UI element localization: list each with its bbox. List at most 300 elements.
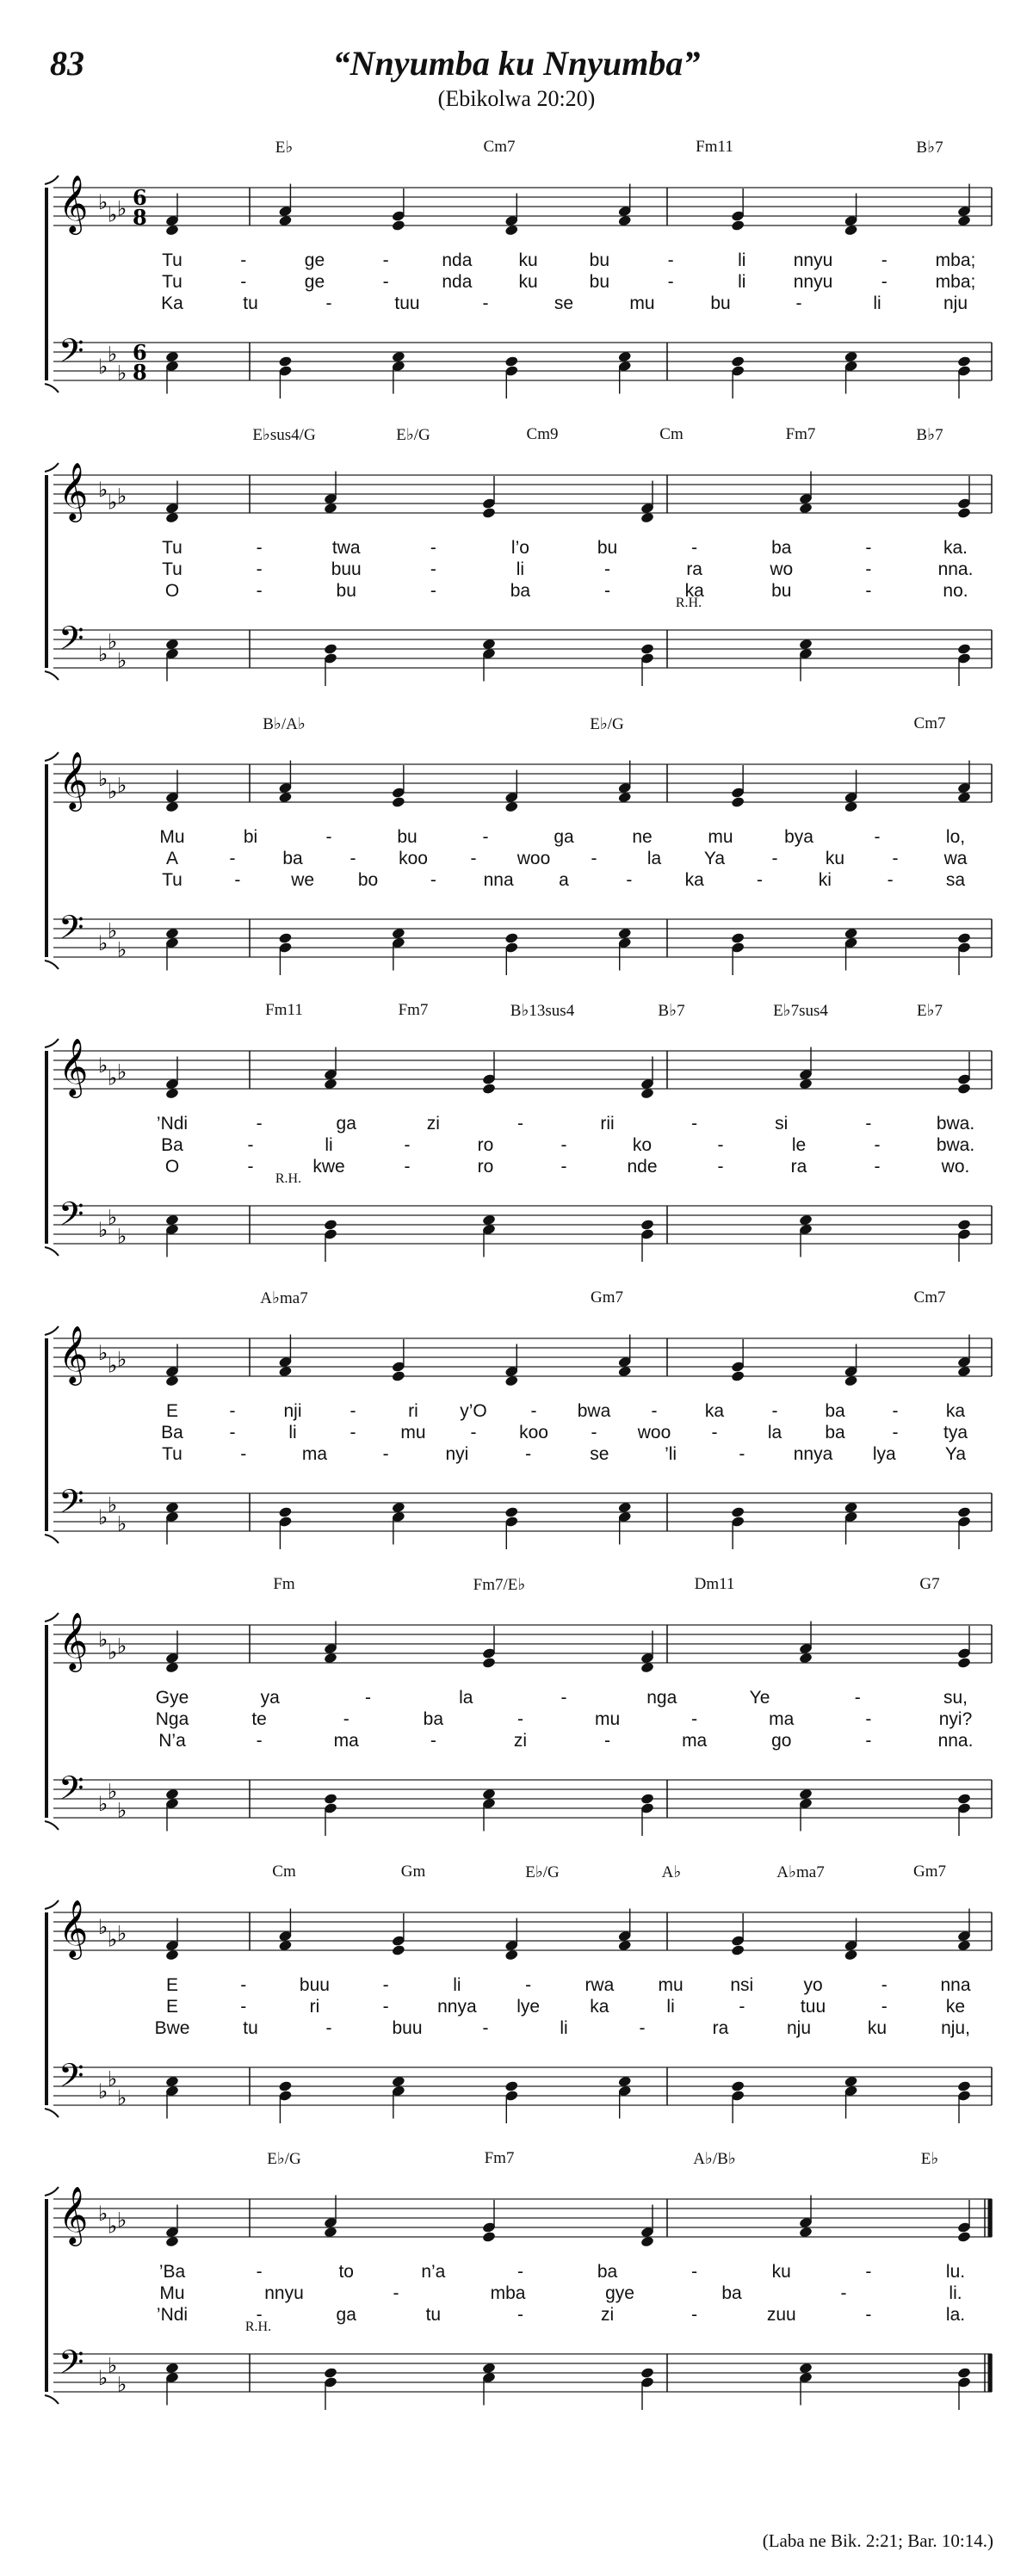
key-flat-icon: ♭ [98,1053,108,1078]
music-system-1 [0,138,1033,448]
lyric-syllable: wo. [941,1157,970,1177]
lyric-syllable: - [626,870,633,890]
lyric-syllable: - [516,2262,523,2282]
time-signature-top: 6 [133,340,147,365]
chord-symbol: B♭7 [916,139,943,157]
treble-note [731,1944,745,1956]
chord-symbol: Cm [272,1863,296,1881]
lyric-syllable: - [874,1135,881,1155]
bass-note [504,2080,519,2092]
bass-note [731,355,745,368]
key-flat-icon: ♭ [98,642,108,666]
chord-symbol: B♭7 [916,426,943,444]
bass-note [324,643,338,655]
lyric-syllable: ba [510,581,531,601]
lyric-syllable: ’Ba [158,2262,186,2282]
lyric-syllable: - [757,870,763,890]
lyric-syllable: la [646,849,662,868]
bracket-bottom [45,2395,59,2404]
treble-note [731,219,745,232]
lyric-syllable: nnyu [264,2283,304,2303]
key-flat-icon: ♭ [108,1640,118,1665]
lyric-syllable: ri [309,1997,320,2017]
treble-note [957,1083,972,1095]
lyric-syllable: li. [949,2283,962,2303]
treble-clef-icon: 𝄞 [59,174,89,232]
lyric-syllable: bu [771,581,792,601]
lyric-syllable: Ba [161,1423,183,1442]
key-flat-icon: ♭ [117,1634,127,1659]
lyric-syllable: - [482,2018,489,2038]
lyric-syllable: we [291,870,315,890]
music-system-6 [0,1575,1033,1885]
lyric-syllable: lu. [945,2262,966,2282]
lyric-syllable: wa [943,849,968,868]
treble-note [392,1944,406,1956]
treble-note [731,1370,745,1382]
key-flat-icon: ♭ [98,2366,108,2390]
bass-note [324,1219,338,1231]
lyric-syllable: - [667,272,674,292]
lyric-syllable: li [738,272,746,292]
treble-clef-icon: 𝄞 [59,2185,89,2244]
lyric-syllable: buu [392,2018,423,2038]
lyric-syllable: - [771,1401,778,1421]
lyric-syllable: zi [426,1114,440,1134]
lyric-syllable: tya [943,1423,968,1442]
lyric-syllable: - [739,1997,745,2017]
lyric-syllable: mu [629,293,655,313]
bracket-bottom [45,961,59,969]
key-flat-icon: ♭ [98,355,108,379]
key-flat-icon: ♭ [108,1066,118,1090]
bass-note [278,2080,293,2092]
footer-reference: (Laba ne Bik. 2:21; Bar. 10:14.) [762,2530,993,2551]
lyric-syllable: - [604,559,611,579]
lyric-syllable: zuu [766,2305,796,2325]
chord-symbol: Gm7 [913,1863,946,1881]
chord-symbol: Fm [273,1575,295,1593]
chord-symbol: B♭7 [658,1002,685,1020]
lyric-syllable: - [430,1731,436,1751]
lyric-syllable: - [865,1114,872,1134]
music-system-8 [0,2149,1033,2459]
chord-symbol: B♭/A♭ [263,715,306,733]
lyric-syllable: - [382,272,389,292]
lyric-syllable: Bwe [154,2018,190,2038]
key-flat-icon: ♭ [108,918,118,943]
bass-clef-icon: 𝄢 [59,2056,84,2103]
bracket-top [45,752,59,761]
lyric-syllable: - [881,250,888,270]
key-flat-icon: ♭ [108,1492,118,1517]
lyric-syllable: - [343,1709,349,1729]
lyric-syllable: - [256,1114,263,1134]
lyric-syllable: - [470,849,477,868]
lyric-syllable: - [530,1401,537,1421]
lyric-syllable: ke [945,1997,966,2017]
lyric-syllable: bya [784,827,813,847]
chord-symbol: Cm9 [526,425,559,443]
lyric-syllable: - [771,849,778,868]
key-flat-icon: ♭ [117,1921,127,1946]
chord-symbol: A♭ma7 [260,1289,308,1307]
treble-note [482,1657,497,1669]
treble-note [392,1370,406,1382]
lyric-syllable: ka [684,870,704,890]
lyric-syllable: E [165,1401,179,1421]
lyric-syllable: - [430,538,436,558]
key-flat-icon: ♭ [108,202,118,227]
lyric-syllable: - [604,581,611,601]
lyric-syllable: bu [710,293,731,313]
lyric-syllable: koo [519,1423,548,1442]
lyric-syllable: - [404,1157,411,1177]
lyric-syllable: O [164,581,180,601]
lyric-syllable: - [865,2305,872,2325]
right-hand-marking: R.H. [675,596,702,610]
key-flat-icon: ♭ [108,490,118,515]
bracket-top [45,2187,59,2196]
lyric-syllable: O [164,1157,180,1177]
bass-note [278,932,293,944]
lyric-syllable: - [325,2018,332,2038]
lyric-syllable: nju [943,293,968,313]
right-hand-marking: R.H. [244,2320,272,2334]
lyric-syllable: - [382,1444,389,1464]
lyric-syllable: li [738,250,746,270]
lyric-syllable: ro [477,1157,494,1177]
lyric-syllable: mu [658,1975,684,1995]
key-flat-icon: ♭ [98,1792,108,1816]
lyric-syllable: - [404,1135,411,1155]
lyric-syllable: Tu [162,1444,182,1464]
staff-graphic [0,138,1033,430]
lyric-syllable: n’a [421,2262,446,2282]
key-flat-icon: ♭ [117,1511,127,1536]
bass-clef-icon: 𝄢 [59,619,84,665]
lyric-syllable: E [165,1997,179,2017]
lyric-syllable: - [256,581,263,601]
lyric-syllable: koo [399,849,428,868]
bracket-bottom [45,2109,59,2117]
lyric-syllable: te [251,1709,267,1729]
lyric-syllable: - [591,849,597,868]
chord-symbol: E♭ [920,2150,939,2168]
hymn-number: 83 [50,44,84,83]
treble-note [731,796,745,808]
lyric-syllable: - [840,2283,847,2303]
lyric-syllable: - [516,1709,523,1729]
lyric-syllable: Tu [162,272,182,292]
lyric-syllable: - [325,827,332,847]
lyric-syllable: ba [825,1423,845,1442]
key-flat-icon: ♭ [108,2353,118,2378]
bass-note [957,2080,972,2092]
treble-note [482,1083,497,1095]
lyric-syllable: wo [770,559,794,579]
lyric-syllable: nna. [937,559,974,579]
lyric-syllable: bo [357,870,379,890]
lyric-syllable: - [691,2262,698,2282]
chord-symbol: Fm7 [398,1001,429,1019]
lyric-syllable: mba; [935,272,976,292]
lyric-syllable: ku [867,2018,888,2038]
lyric-syllable: gye [605,2283,634,2303]
treble-note [957,2231,972,2243]
lyric-syllable: bwa. [936,1135,975,1155]
bracket-top [45,1900,59,1909]
lyric-syllable: - [865,1709,872,1729]
lyric-syllable: ba [282,849,303,868]
bracket-bottom [45,1535,59,1543]
treble-clef-icon: 𝄞 [59,1325,89,1383]
chord-symbol: A♭ [661,1863,682,1881]
lyric-syllable: kwe [312,1157,345,1177]
chord-symbol: Cm [659,425,684,443]
key-flat-icon: ♭ [117,773,127,798]
lyric-syllable: ri [408,1401,418,1421]
lyric-syllable: Ye [749,1688,770,1708]
bass-note [504,932,519,944]
lyric-syllable: buu [331,559,362,579]
lyric-syllable: - [892,1401,899,1421]
key-flat-icon: ♭ [98,190,108,214]
lyric-syllable: - [256,538,263,558]
key-flat-icon: ♭ [108,1205,118,1230]
lyric-syllable: - [560,1688,567,1708]
lyric-syllable: ma [333,1731,359,1751]
lyric-syllable: bu [397,827,418,847]
lyric-syllable: ma [682,1731,708,1751]
lyric-syllable: Ya [703,849,726,868]
lyric-syllable: nji [283,1401,302,1421]
lyric-syllable: - [234,870,241,890]
lyric-syllable: woo [516,849,551,868]
chord-symbol: E♭7sus4 [773,1002,828,1020]
lyric-syllable: - [865,1731,872,1751]
lyric-syllable: se [554,293,574,313]
lyric-syllable: - [229,849,236,868]
lyric-syllable: le [791,1135,807,1155]
lyric-syllable: nnya [437,1997,477,2017]
lyric-syllable: - [691,2305,698,2325]
lyric-syllable: - [240,272,247,292]
key-flat-icon: ♭ [117,2372,127,2397]
right-hand-marking: R.H. [275,1171,302,1186]
lyric-syllable: mu [400,1423,426,1442]
key-flat-icon: ♭ [98,1505,108,1529]
lyric-syllable: ga [336,2305,356,2325]
chord-symbol: Fm7 [484,2149,515,2167]
lyric-syllable: bu [589,250,610,270]
lyric-syllable: nyi [445,1444,469,1464]
lyric-syllable: li [666,1997,675,2017]
lyric-syllable: rwa [585,1975,615,1995]
lyric-syllable: ma [301,1444,328,1464]
page-header [0,0,1033,129]
lyric-syllable: ba [825,1401,845,1421]
lyric-syllable: - [256,2262,263,2282]
bass-note [731,1506,745,1518]
lyric-syllable: ba [771,538,792,558]
lyric-syllable: - [604,1731,611,1751]
lyric-syllable: yo [803,1975,823,1995]
lyric-syllable: - [349,849,356,868]
lyric-syllable: ne [632,827,653,847]
chord-symbol: Dm11 [694,1575,735,1593]
key-flat-icon: ♭ [98,931,108,955]
bracket-bottom [45,1821,59,1830]
lyric-syllable: ra [712,2018,729,2038]
key-flat-icon: ♭ [108,2066,118,2091]
key-flat-icon: ♭ [98,1915,108,1939]
chord-symbol: E♭7 [916,1002,943,1020]
key-flat-icon: ♭ [98,767,108,791]
lyric-syllable: - [739,1444,745,1464]
lyric-syllable: woo [637,1423,671,1442]
lyric-syllable: - [865,581,872,601]
lyric-syllable: nnyu [793,272,833,292]
lyric-syllable: ku [518,250,538,270]
time-signature-bottom: 8 [133,360,147,385]
treble-note [957,1657,972,1669]
lyric-syllable: se [590,1444,609,1464]
treble-note [482,507,497,519]
staff-graphic [0,1288,1033,1581]
lyric-syllable: mu [708,827,733,847]
chord-symbol: Cm7 [913,1288,946,1307]
lyric-syllable: sa [945,870,966,890]
lyric-syllable: - [717,1135,724,1155]
lyric-syllable: nnyu [793,250,833,270]
lyric-syllable: nna [940,1975,971,1995]
music-system-2 [0,425,1033,735]
key-flat-icon: ♭ [117,196,127,221]
lyric-syllable: - [365,1688,371,1708]
lyric-syllable: zi [600,2305,615,2325]
chord-symbol: E♭/G [267,2150,301,2168]
lyric-syllable: Tu [162,538,182,558]
lyric-syllable: to [338,2262,354,2282]
music-system-7 [0,1863,1033,2172]
key-flat-icon: ♭ [108,342,118,367]
treble-clef-icon: 𝄞 [59,1899,89,1957]
lyric-syllable: nyi? [938,1709,973,1729]
lyric-syllable: - [691,1709,698,1729]
lyric-syllable: a [559,870,569,890]
bass-note [957,1506,972,1518]
key-flat-icon: ♭ [117,1224,127,1249]
lyric-syllable: bu [597,538,618,558]
scripture-reference: (Ebikolwa 20:20) [437,86,596,111]
lyric-syllable: li [288,1423,297,1442]
lyric-syllable: - [887,870,894,890]
lyric-syllable: - [482,293,489,313]
lyric-syllable: Gye [155,1688,189,1708]
bass-note [324,1793,338,1805]
treble-note [392,219,406,232]
lyric-syllable: li [560,2018,568,2038]
lyric-syllable: li [325,1135,333,1155]
bracket-top [45,1039,59,1047]
chord-symbol: B♭13sus4 [510,1002,575,1020]
lyric-syllable: - [892,1423,899,1442]
chord-symbol: Gm7 [591,1288,623,1307]
lyric-syllable: - [881,1997,888,2017]
bass-note [957,1793,972,1805]
treble-clef-icon: 𝄞 [59,751,89,809]
lyric-syllable: li [873,293,881,313]
lyric-syllable: E [165,1975,179,1995]
lyric-syllable: tu [243,2018,258,2038]
lyric-syllable: nda [442,272,473,292]
treble-note [392,796,406,808]
time-signature-bottom: 8 [133,205,147,230]
lyric-syllable: - [382,1975,389,1995]
bass-note [504,355,519,368]
lyric-syllable: ro [477,1135,494,1155]
lyric-syllable: Mu [159,2283,185,2303]
hymn-title: “Nnyumba ku Nnyumba” [332,44,701,83]
bass-note [957,1219,972,1231]
chord-symbol: Cm7 [483,138,516,156]
lyric-syllable: - [865,538,872,558]
key-flat-icon: ♭ [108,1779,118,1804]
lyric-syllable: ga [336,1114,356,1134]
key-flat-icon: ♭ [108,1927,118,1952]
lyric-syllable: lya [872,1444,896,1464]
chord-symbol: E♭/G [590,715,624,733]
lyric-syllable: lo, [945,827,966,847]
lyric-syllable: nna. [937,1731,974,1751]
key-flat-icon: ♭ [117,648,127,673]
lyric-syllable: ba [423,1709,444,1729]
lyric-syllable: la [767,1423,782,1442]
lyric-syllable: - [430,870,436,890]
lyric-syllable: - [854,1688,861,1708]
lyric-syllable: no. [943,581,968,601]
lyric-syllable: lye [516,1997,541,2017]
lyric-syllable: N’a [158,1731,186,1751]
bracket-top [45,1326,59,1335]
lyric-syllable: ku [825,849,845,868]
lyric-syllable: - [240,1997,247,2017]
lyric-syllable: Tu [162,870,182,890]
lyric-syllable: - [470,1423,477,1442]
lyric-syllable: Tu [162,559,182,579]
bass-note [957,643,972,655]
lyric-syllable: - [256,2305,263,2325]
lyric-syllable: - [240,1444,247,1464]
bass-note [957,2367,972,2379]
bass-note [640,643,655,655]
lyric-syllable: - [229,1423,236,1442]
lyric-syllable: Mu [159,827,185,847]
lyric-syllable: - [651,1401,658,1421]
bass-note [731,2080,745,2092]
lyric-syllable: li [516,559,525,579]
lyric-syllable: - [229,1401,236,1421]
lyric-syllable: - [430,559,436,579]
lyric-syllable: - [516,2305,523,2325]
lyric-syllable: bu [336,581,356,601]
bracket-bottom [45,671,59,680]
lyric-syllable: go [771,1731,792,1751]
key-flat-icon: ♭ [108,779,118,804]
bass-note [957,932,972,944]
lyric-syllable: ba [721,2283,742,2303]
